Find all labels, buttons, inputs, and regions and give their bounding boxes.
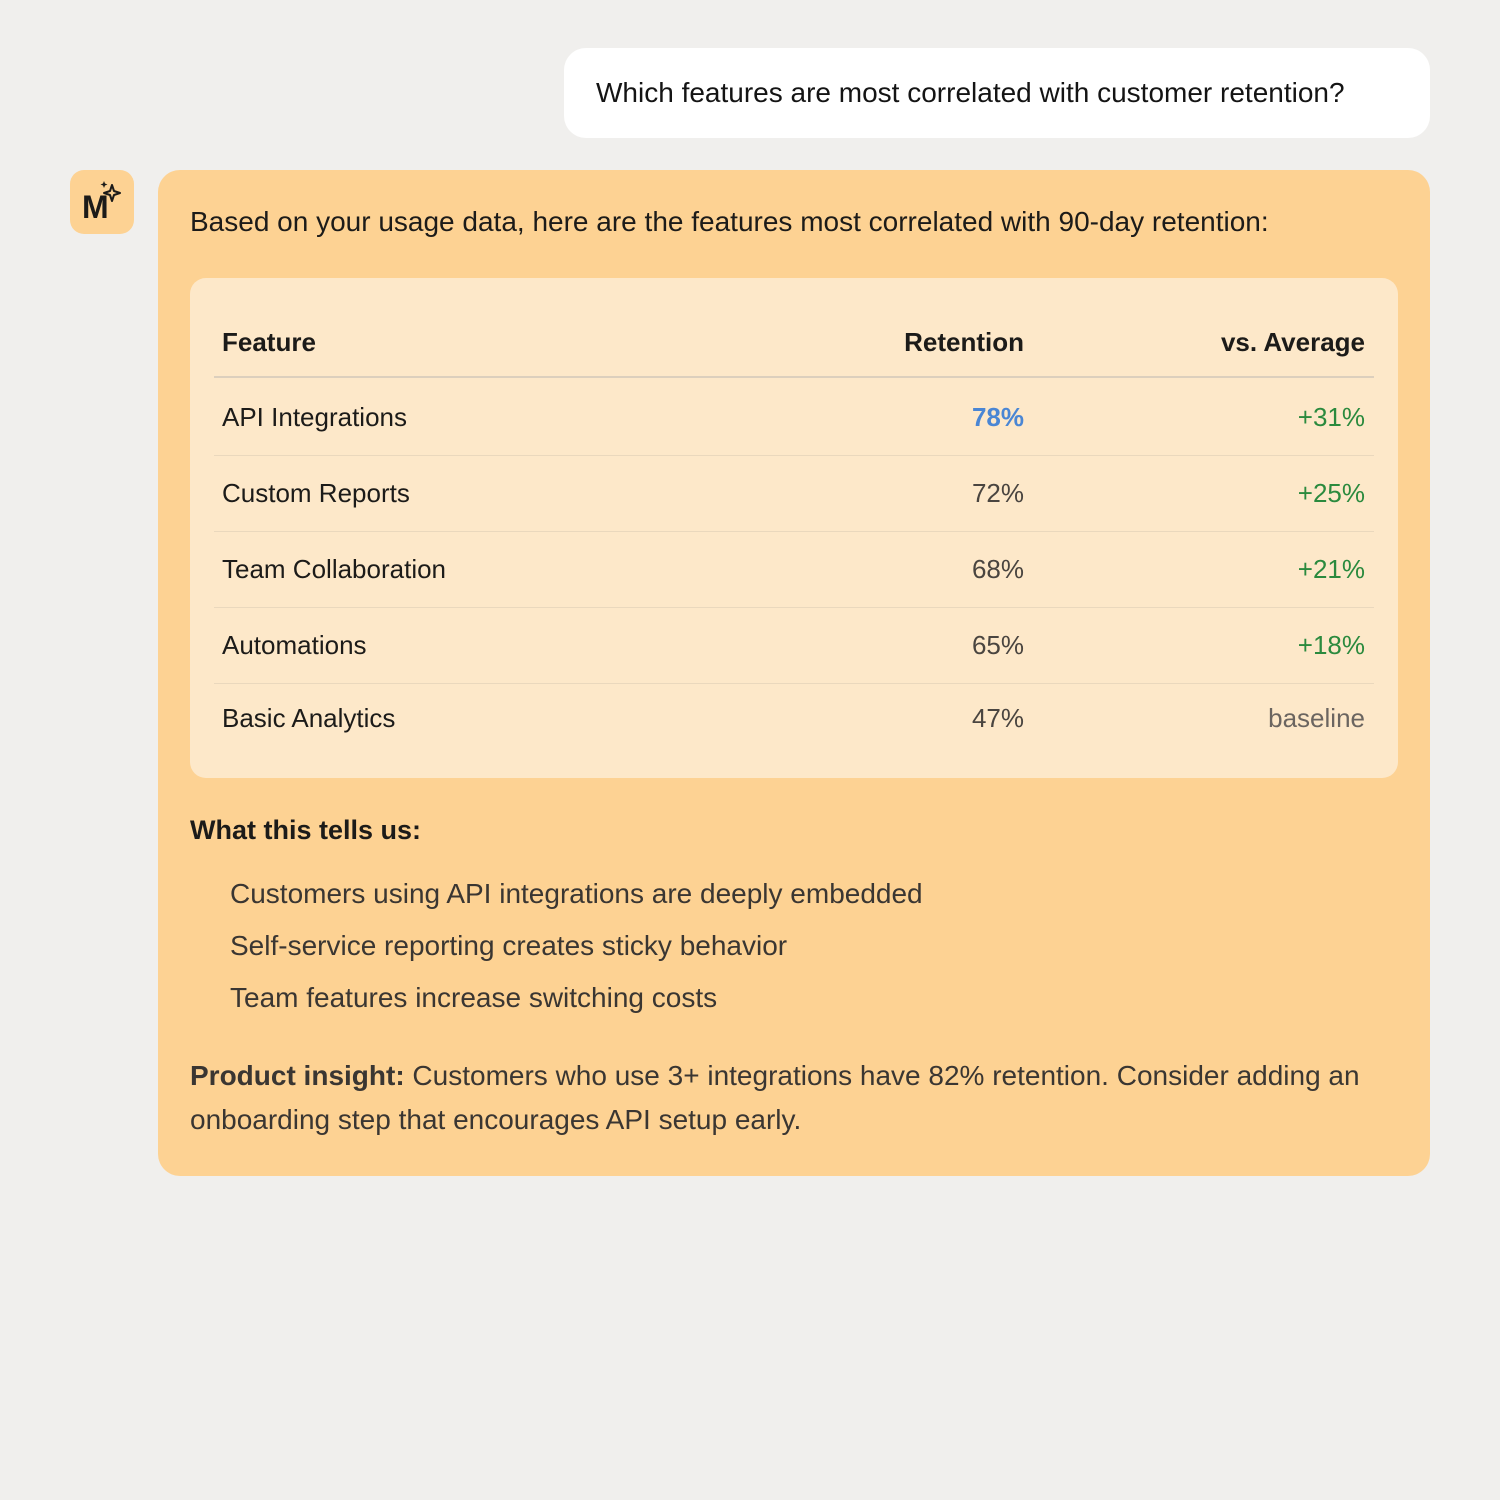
- assistant-avatar: [70, 170, 134, 234]
- delta-cell: +25%: [1297, 478, 1365, 508]
- assistant-message-bubble: [158, 170, 1430, 1176]
- retention-cell: 68%: [971, 554, 1024, 584]
- table-row: [214, 608, 1374, 684]
- list-item: Self-service reporting creates sticky behavior: [230, 930, 788, 961]
- feature-cell: Team Collaboration: [222, 554, 447, 584]
- retention-cell: 65%: [971, 630, 1024, 660]
- insights-list: [230, 874, 923, 1030]
- delta-cell: +21%: [1297, 554, 1365, 584]
- list-item: Team features increase switching costs: [230, 982, 718, 1013]
- retention-table: [190, 278, 1398, 778]
- insight-label: Product insight:: [190, 1060, 405, 1091]
- table-row: [214, 380, 1374, 456]
- section-title: What this tells us:: [190, 815, 422, 845]
- delta-cell: baseline: [1268, 702, 1365, 733]
- delta-cell: +31%: [1297, 402, 1365, 432]
- feature-cell: API Integrations: [222, 402, 407, 432]
- feature-cell: Automations: [222, 630, 367, 660]
- table-row: [214, 532, 1374, 608]
- retention-cell: 47%: [971, 702, 1024, 733]
- list-item: Customers using API integrations are deeply embedded: [230, 878, 923, 909]
- assistant-intro-text: Based on your usage data, here are the features most correlated with 90-day retention:: [190, 206, 1269, 237]
- header-retention: Retention: [904, 326, 1024, 357]
- table-header-row: [214, 308, 1374, 378]
- insight-text: Customers who use 3+ integrations have 82% retention. Consider adding an onboarding step that encourages API setup early.: [190, 1060, 1360, 1135]
- retention-cell: 72%: [971, 478, 1024, 508]
- feature-cell: Basic Analytics: [222, 702, 396, 733]
- feature-cell: Custom Reports: [222, 478, 410, 508]
- retention-cell: 78%: [971, 402, 1024, 432]
- delta-cell: +18%: [1297, 630, 1365, 660]
- user-message-text: Which features are most correlated with customer retention?: [596, 77, 1345, 108]
- svg-text:M: M: [82, 189, 109, 225]
- m-sparkle-logo-icon: [70, 170, 134, 234]
- header-vs-average: vs. Average: [1220, 326, 1365, 357]
- table-row: [214, 456, 1374, 532]
- table-row: [214, 680, 1374, 756]
- header-feature: Feature: [222, 326, 316, 357]
- product-insight-paragraph: [190, 1054, 1400, 1142]
- user-message-bubble: [564, 48, 1430, 138]
